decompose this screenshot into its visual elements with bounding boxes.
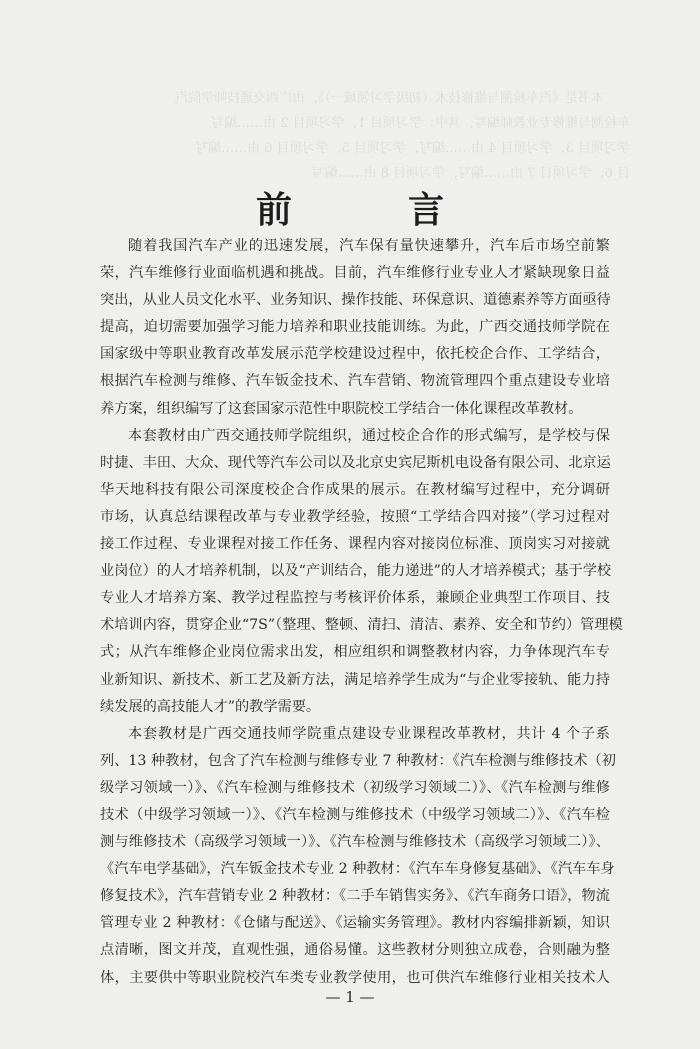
text-line: 《汽车电学基础》，汽车钣金技术专业 2 种教材：《汽车车身修复基础》、《汽车车身 (100, 861, 615, 878)
text-line: 时捷、丰田、大众、现代等汽车公司以及北京史宾尼斯机电设备有限公司、北京运 (100, 454, 611, 471)
text-line: 级学习领域一）》、《汽车检测与维修技术（初级学习领域二）》、《汽车检测与维修 (100, 779, 610, 796)
paragraph (100, 423, 623, 721)
text-line: 根据汽车检测与维修、汽车钣金技术、汽车营销、物流管理四个重点建设专业培 (100, 373, 610, 390)
text-line: 国家级中等职业教育改革发展示范学校建设过程中，依托校企合作、工学结合， (100, 346, 610, 363)
text-line: 续发展的高技能人才”的教学需要。 (100, 698, 321, 715)
text-line: 本套教材由广西交通技师学院组织，通过校企合作的形式编写，是学校与保 (128, 427, 610, 444)
text-line: 体，主要供中等职业院校汽车类专业教学使用，也可供汽车维修行业相关技术人 (100, 969, 610, 986)
text-line: 测与维修技术（高级学习领域一）》、《汽车检测与维修技术（高级学习领域二）》、 (100, 834, 610, 851)
page-number: — 1 — (325, 988, 375, 1006)
text-line: 本套教材是广西交通技师学院重点建设专业课程改革教材，共计 4 个子系 (128, 725, 610, 742)
text-line: 业岗位）的人才培养机制，以及“产训结合，能力递进”的人才培养模式；基于学校 (100, 563, 612, 580)
text-line: 接工作过程、专业课程对接工作任务、课程内容对接岗位标准、顶岗实习对接就 (100, 536, 610, 553)
text-line: 业新知识、新技术、新工艺及新方法，满足培养学生成为“与企业零接轨、能力持 (100, 671, 610, 688)
text-line: 管理专业 2 种教材：《仓储与配送》、《运输实务管理》。教材内容编排新颖，知识 (100, 915, 610, 932)
text-line: 突出，从业人员文化水平、业务知识、操作技能、环保意识、道德素养等方面亟待 (100, 292, 611, 309)
preface-body (100, 233, 623, 992)
text-line: 荣，汽车维修行业面临机遇和挑战。目前，汽车维修行业专业人才紧缺现象日益 (100, 265, 610, 282)
text-line: 专业人才培养方案、教学过程监控与考核评价体系，兼顾企业典型工作项目、技 (100, 590, 610, 607)
paragraph (100, 721, 616, 992)
page-title: 前 言 (255, 190, 484, 232)
text-line: 修复技术》，汽车营销专业 2 种教材：《二手车销售实务》、《汽车商务口语》，物流 (100, 888, 610, 905)
text-line: 术培训内容，贯穿企业“7S”（整理、整顿、清扫、清洁、素养、安全和节约）管理模 (100, 617, 623, 634)
text-line: 提高，迫切需要加强学习能力培养和职业技能训练。为此，广西交通技师学院在 (100, 319, 610, 336)
text-line: 市场，认真总结课程改革与专业教学经验，按照“工学结合四对接”（学习过程对 (100, 508, 610, 525)
text-line: 式；从汽车维修企业岗位需求出发，相应组织和调整教材内容，力争体现汽车专 (100, 644, 610, 661)
bleed-through-text: 本书是《汽车检测与维修技术（初级学习领域一）》，由广西交通技师学院汽 车检测与维修专业教师编写，其中：学习项目 1、学习项目 2 由……编写 学习项目 3、学习项目 4 由……编写，学习项目 5、学习项目 6 由……编写 目 6、学习项目 7 由……编写，学习项目 8 由……编写 (174, 91, 630, 181)
text-line: 点清晰，图文并茂，直观性强，通俗易懂。这些教材分则独立成卷，合则融为整 (100, 942, 610, 959)
text-line: 技术（中级学习领域一）》、《汽车检测与维修技术（中级学习领域二）》、《汽车检 (100, 806, 610, 823)
text-line: 养方案，组织编写了这套国家示范性中职院校工学结合一体化课程改革教材。 (100, 400, 583, 417)
text-line: 华天地科技有限公司深度校企合作成果的展示。在教材编写过程中，充分调研 (100, 481, 610, 498)
paragraph (100, 233, 610, 423)
text-line: 列、13 种教材，包含了汽车检测与维修专业 7 种教材：《汽车检测与维修技术（初 (100, 752, 616, 769)
text-line: 随着我国汽车产业的迅速发展，汽车保有量快速攀升，汽车后市场空前繁 (128, 238, 610, 254)
